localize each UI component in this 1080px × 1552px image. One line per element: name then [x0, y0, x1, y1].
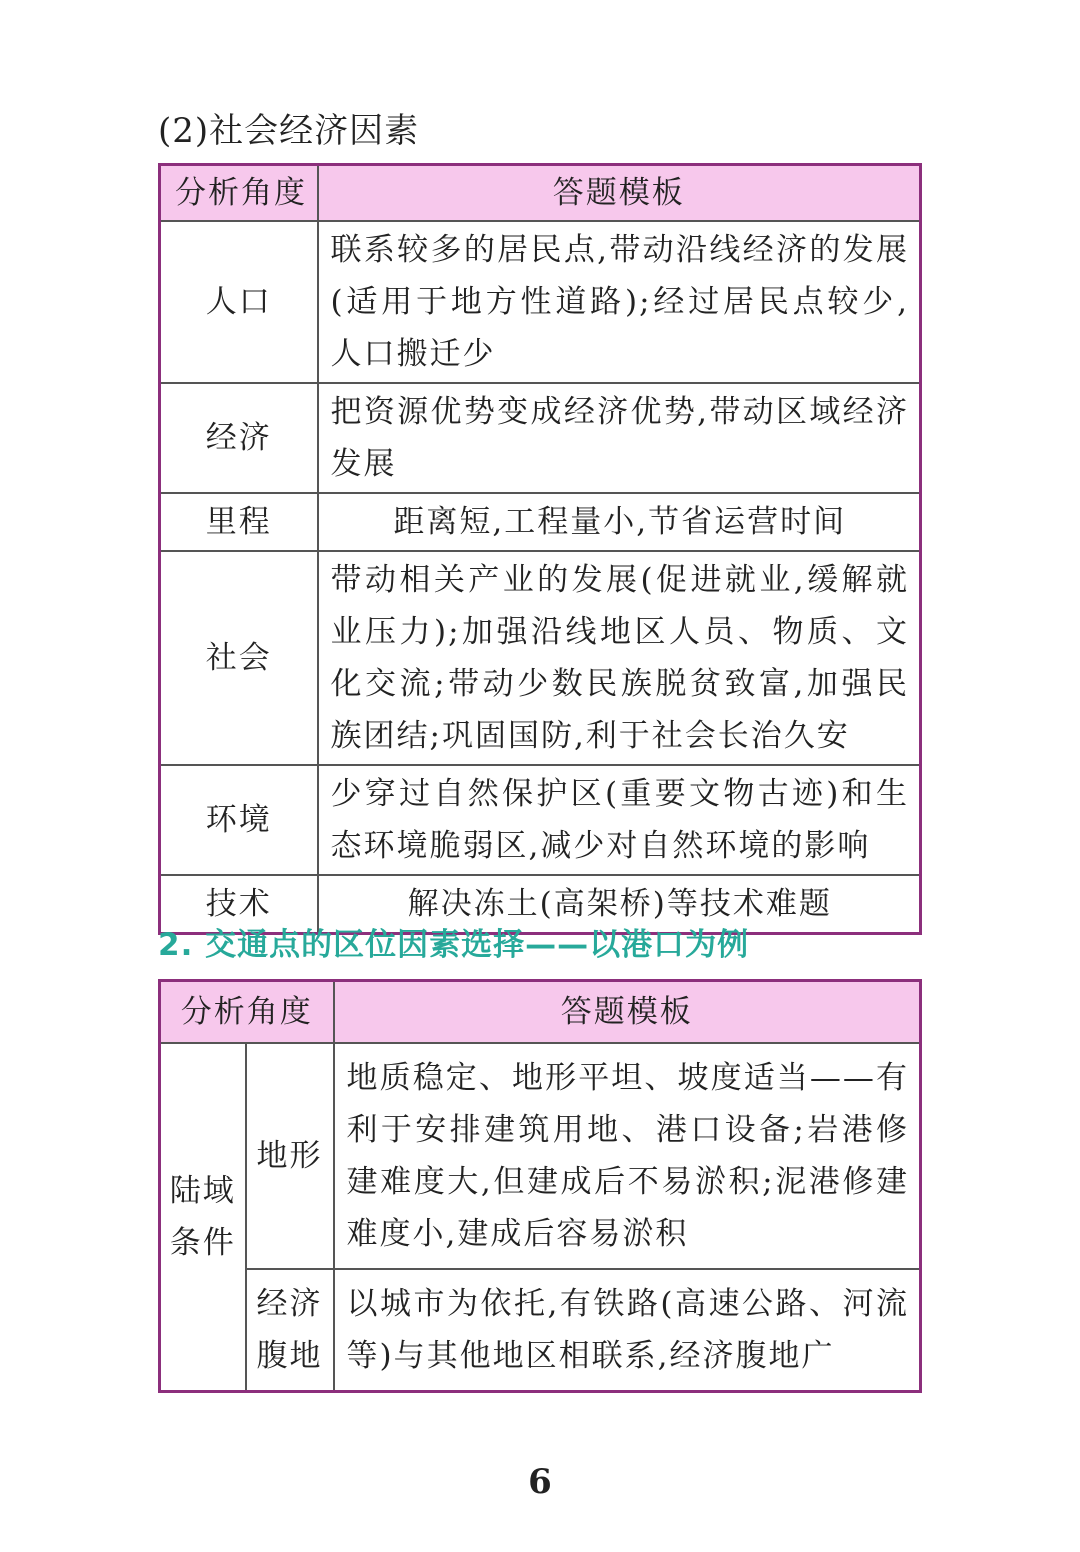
row-label: 经济: [160, 383, 318, 493]
row-text: 地质稳定、地形平坦、坡度适当——有利于安排建筑用地、港口设备;岩港修建难度大,但建成后不易淤积;泥港修建难度小,建成后容易淤积: [334, 1043, 921, 1269]
subheading: 2. 交通点的区位因素选择——以港口为例: [158, 927, 750, 963]
section-title: (2)社会经济因素: [158, 111, 420, 151]
header-answer-template: 答题模板: [318, 165, 921, 222]
table-row: [160, 493, 921, 551]
row-text: 以城市为依托,有铁路(高速公路、河流等)与其他地区相联系,经济腹地广: [334, 1269, 921, 1392]
row-label: 技术: [160, 875, 318, 934]
row-text: 带动相关产业的发展(促进就业,缓解就业压力);加强沿线地区人员、物质、文化交流;带动少数民族脱贫致富,加强民族团结;巩固国防,利于社会长治久安: [318, 551, 921, 765]
header-analysis-angle: 分析角度: [160, 165, 318, 222]
table-row: [160, 1043, 921, 1269]
table-row: [160, 221, 921, 383]
row-label: 经济腹地: [246, 1269, 334, 1392]
header-answer-template: 答题模板: [334, 981, 921, 1044]
row-text: 解决冻土(高架桥)等技术难题: [318, 875, 921, 934]
port-location-factors-table: [158, 979, 922, 1393]
table-row: [160, 1269, 921, 1392]
row-text: 联系较多的居民点,带动沿线经济的发展(适用于地方性道路);经过居民点较少,人口搬迁少: [318, 221, 921, 383]
row-label: 地形: [246, 1043, 334, 1269]
social-economic-factors-table: [158, 163, 922, 935]
row-text: 把资源优势变成经济优势,带动区域经济发展: [318, 383, 921, 493]
header-analysis-angle: 分析角度: [160, 981, 334, 1044]
table-row: [160, 765, 921, 875]
table-header-row: [160, 165, 921, 222]
row-label: 里程: [160, 493, 318, 551]
row-label: 社会: [160, 551, 318, 765]
table-row: [160, 551, 921, 765]
row-text: 少穿过自然保护区(重要文物古迹)和生态环境脆弱区,减少对自然环境的影响: [318, 765, 921, 875]
row-label: 人口: [160, 221, 318, 383]
row-label: 环境: [160, 765, 318, 875]
table-header-row: [160, 981, 921, 1044]
table-row: [160, 383, 921, 493]
row-text: 距离短,工程量小,节省运营时间: [318, 493, 921, 551]
page-number: 6: [528, 1462, 552, 1502]
group-label: 陆域条件: [160, 1043, 246, 1392]
